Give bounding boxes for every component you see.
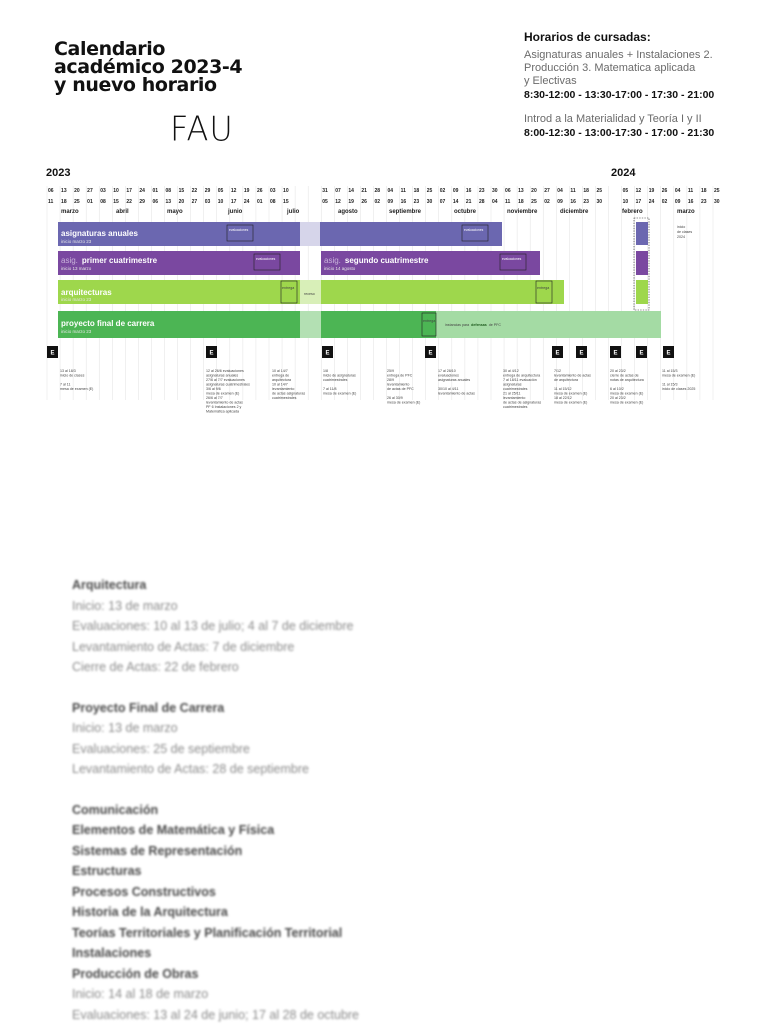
week-label: 23 — [413, 199, 420, 205]
week-label: 03 — [204, 199, 211, 205]
side-note — [677, 225, 692, 239]
month-label: abril — [116, 209, 129, 215]
hours-group2-time: 8:00-12:30 - 13:00-17:30 - 17:00 - 21:30 — [524, 127, 715, 139]
calendar-note-line: 11 al 15/3 — [662, 369, 678, 373]
calendar-note-line: 26/6 al 7/7 — [206, 396, 223, 400]
calendar-note-line: 12 al 26/6 evaluaciones — [206, 369, 244, 373]
week-label: 22 — [191, 188, 198, 194]
info-line: Levantamiento de Actas: 7 de diciembre — [72, 639, 295, 654]
week-label: 05 — [322, 199, 328, 205]
week-label: 25 — [531, 199, 537, 205]
calendar-note-line: 7 al 11/8 — [323, 387, 337, 391]
calendar-note-line: mesa de examen (E) — [554, 391, 588, 396]
calendar-note-line: 28/9 — [387, 378, 394, 382]
bar-tail-c: de PFC — [488, 323, 501, 327]
bar-label-prefix: asig. — [324, 256, 341, 265]
week-label: 04 — [387, 188, 394, 194]
info-block — [72, 800, 632, 1024]
year-start-label: 2023 — [46, 167, 71, 179]
info-heading: Elementos de Matemática y Física — [72, 823, 275, 837]
month-label: mayo — [167, 209, 183, 215]
week-label: 26 — [256, 188, 263, 194]
calendar-note-line: 26 al 30/9 — [387, 396, 403, 400]
week-label: 30 — [492, 188, 498, 194]
week-label: 02 — [661, 199, 668, 205]
calendar-note-line: 7 al 11 — [60, 382, 71, 387]
academic-calendar-timeline — [0, 0, 768, 440]
week-label: 24 — [139, 188, 145, 194]
bar-mark: entrega — [282, 286, 295, 290]
month-label: julio — [287, 209, 300, 215]
week-label: 21 — [465, 199, 472, 205]
calendar-note-line: mesa de examen (E) — [387, 400, 421, 405]
calendar-note-line: levantamiento de actas — [206, 400, 243, 405]
hours-group1-line: Asignaturas anuales + Instalaciones 2. — [524, 49, 713, 61]
week-label: 14 — [348, 188, 354, 194]
week-label: 02 — [439, 188, 446, 194]
calendar-note-line: 7 al 18/11 evaluación — [503, 378, 537, 382]
week-label: 11 — [505, 199, 511, 205]
month-label: marzo — [677, 209, 695, 215]
week-label: 18 — [518, 199, 524, 205]
calendar-note-line: 10 al 14/7 — [272, 382, 288, 387]
calendar-note-line: entrega de — [272, 373, 290, 378]
bar-mark: evaluaciones — [229, 228, 249, 232]
calendar-note-line: 13 al 18/3 — [60, 369, 76, 373]
week-label: 23 — [700, 199, 707, 205]
calendar-note-line: asignaturas — [503, 382, 522, 387]
week-label: 11 — [48, 199, 54, 205]
week-label: 03 — [100, 188, 106, 194]
week-label: 05 — [217, 188, 224, 194]
week-label: 19 — [648, 188, 655, 194]
week-label: 20 — [531, 188, 537, 194]
hours-group1-line: Producción 3. Matematica aplicada — [524, 62, 696, 74]
week-label: 17 — [126, 188, 132, 194]
week-label: 10 — [283, 188, 289, 194]
calendar-note-line: 1/8 — [323, 369, 328, 373]
hours-heading: Horarios de cursadas: — [524, 30, 651, 44]
info-line: Inicio: 13 de marzo — [72, 598, 178, 613]
calendar-note-line: de actas de asignaturas — [503, 400, 542, 405]
week-label: 18 — [61, 199, 67, 205]
calendar-note-line: 21 al 25/11 — [503, 391, 521, 396]
calendar-note-line: notas de arquitectura — [610, 378, 644, 382]
svg-text:E: E — [613, 350, 618, 357]
week-label: 31 — [322, 188, 328, 194]
week-label: 08 — [165, 188, 172, 194]
bar-cuatrimestres — [58, 251, 540, 275]
week-label: 12 — [635, 188, 642, 194]
week-label: 30 — [596, 199, 603, 205]
week-label: 07 — [335, 188, 341, 194]
calendar-note-line: mesa de examen (E) — [610, 400, 644, 405]
week-label: 01 — [87, 199, 93, 205]
week-label: 28 — [478, 199, 485, 205]
week-label: 17 — [230, 199, 237, 205]
month-label: diciembre — [560, 209, 589, 215]
week-label: 25 — [596, 188, 603, 194]
calendar-note-line: asignaturas anuales — [206, 373, 239, 378]
svg-text:E: E — [428, 350, 433, 357]
february-blocks — [634, 218, 649, 310]
bar-mark: entrega — [423, 319, 436, 323]
bar-mark: evaluaciones — [256, 257, 276, 261]
bar-sub: inicio marzo 23 — [61, 297, 92, 302]
title-line: académico 2023-4 — [54, 56, 243, 78]
calendar-note-line: 3/6 al 9/6 — [206, 387, 221, 391]
calendar-note-line: mesa de examen (E) — [554, 400, 588, 405]
week-label: 13 — [61, 188, 67, 194]
calendar-note-line: mesa de examen (E) — [323, 391, 357, 396]
calendar-note-line: 11 al 15/12 — [554, 387, 572, 391]
bar-sub: inicio 13 marzo — [61, 266, 92, 271]
calendar-note-line: 7/12 — [554, 369, 561, 373]
calendar-note-line: arquitectura — [272, 378, 291, 382]
month-label: octubre — [454, 209, 477, 215]
info-heading: Comunicación — [72, 802, 159, 817]
week-label: 04 — [557, 188, 563, 194]
bar-sub: inicio marzo 23 — [61, 239, 92, 244]
week-label: 08 — [100, 199, 106, 205]
week-label: 15 — [178, 188, 185, 194]
info-heading: Estructuras — [72, 864, 142, 878]
hours-group2-line: Introd a la Materialidad y Teoría I y II — [524, 113, 702, 125]
bar-asignaturas-anuales — [58, 222, 502, 246]
bar-mid: receso — [304, 292, 315, 296]
calendar-note-line: cuatrimestrales — [323, 378, 348, 382]
exam-marker — [552, 346, 563, 358]
calendar-note-line: mesa de examen (E) — [610, 391, 644, 396]
week-label: 05 — [622, 188, 629, 194]
info-line: Levantamiento de Actas: 28 de septiembre — [72, 762, 309, 776]
info-line: Evaluaciones: 25 de septiembre — [72, 741, 250, 756]
calendar-note-line: de actas asignaturas — [272, 391, 306, 396]
month-label: febrero — [622, 209, 643, 215]
week-label: 28 — [374, 188, 381, 194]
calendar-note-line: evaluaciones — [438, 373, 459, 378]
title-line: Calendario — [54, 38, 166, 60]
week-label: 13 — [518, 188, 524, 194]
month-label: septiembre — [389, 209, 422, 215]
week-label: 18 — [700, 188, 707, 194]
calendar-note-line: levantamiento de actas — [554, 373, 591, 378]
week-label: 09 — [674, 199, 681, 205]
week-label: 20 — [178, 199, 185, 205]
info-line: Inicio: 14 al 18 de marzo — [72, 987, 209, 1001]
month-label: noviembre — [507, 209, 538, 215]
week-label: 18 — [583, 188, 589, 194]
calendar-note-line: asignaturas anuales — [438, 378, 471, 382]
calendar-note-line: levantamiento — [387, 382, 410, 387]
year-end-label: 2024 — [611, 167, 636, 179]
svg-text:E: E — [50, 350, 55, 357]
week-label: 14 — [452, 199, 459, 205]
week-label: 06 — [48, 188, 54, 194]
month-label: junio — [228, 209, 243, 215]
bar-mark: evaluaciones — [502, 257, 522, 261]
bar-proyecto-final — [58, 311, 661, 338]
calendar-note-line: levantamiento — [272, 387, 295, 391]
week-label: 07 — [439, 199, 446, 205]
week-label: 09 — [387, 199, 394, 205]
bar-arquitecturas — [58, 280, 564, 304]
week-label: 06 — [505, 188, 511, 194]
week-label: 25 — [74, 199, 80, 205]
week-label: 09 — [557, 199, 563, 205]
week-label: 30 — [714, 199, 720, 205]
calendar-note-line: levantamiento — [503, 396, 526, 400]
calendar-notes — [60, 369, 695, 414]
week-label: 18 — [413, 188, 420, 194]
calendar-note-line: inicio de clases — [60, 373, 85, 378]
calendar-note-line: 20 al 23/2 — [610, 369, 626, 373]
calendar-note-line: entrega de PFC — [387, 373, 413, 378]
calendar-note-line: 25/9 — [387, 369, 394, 373]
calendar-note-line: 10 al 14/7 — [272, 369, 288, 373]
calendar-note-line: Matemática aplicada — [206, 409, 239, 414]
week-label: 13 — [165, 199, 172, 205]
svg-text:E: E — [325, 350, 330, 357]
bar-label — [61, 256, 158, 265]
calendar-note-line: 30/10 al 4/11 — [438, 387, 459, 391]
week-label: 09 — [452, 188, 459, 194]
info-heading: Producción de Obras — [72, 966, 199, 981]
calendar-note-line: PF 6 Instalaciones 2 y — [206, 405, 242, 409]
info-block — [72, 698, 632, 780]
week-label: 26 — [661, 188, 668, 194]
exam-marker — [576, 346, 587, 358]
calendar-note-line: asignaturas cuatrimestrales — [206, 382, 250, 387]
calendar-note-line: cuatrimestrales — [272, 396, 297, 400]
week-label: 12 — [230, 188, 237, 194]
week-label: 11 — [400, 188, 406, 194]
info-heading: Historia de la Arquitectura — [72, 905, 228, 919]
calendar-note-line: cierre de actas de — [610, 373, 639, 378]
info-line: Inicio: 13 de marzo — [72, 721, 178, 735]
info-line: Evaluaciones: 10 al 13 de julio; 4 al 7 de diciembre — [72, 619, 354, 633]
week-label: 01 — [152, 188, 159, 194]
svg-text:E: E — [555, 350, 560, 357]
week-label: 06 — [152, 199, 159, 205]
calendar-note-line: de arquitectura — [554, 378, 578, 382]
week-label: 25 — [426, 188, 433, 194]
svg-text:E: E — [639, 350, 644, 357]
week-label: 22 — [126, 199, 132, 205]
svg-text:E: E — [209, 350, 214, 357]
svg-text:E: E — [579, 350, 584, 357]
week-label: 29 — [139, 199, 145, 205]
calendar-note-line: inicio de clases 2025 — [662, 387, 696, 391]
week-label: 02 — [544, 199, 550, 205]
week-label: 08 — [270, 199, 276, 205]
info-line: Evaluaciones: 13 al 24 de junio; 17 al 28 de octubre — [72, 1007, 360, 1022]
week-label: 30 — [426, 199, 433, 205]
week-label: 29 — [204, 188, 211, 194]
info-heading: Sistemas de Representación — [72, 843, 243, 858]
week-label: 27 — [544, 188, 550, 194]
exam-marker — [425, 346, 436, 358]
week-label: 21 — [361, 188, 367, 194]
week-label: 15 — [283, 199, 289, 205]
bar-sub: inicio 14 agosto — [324, 266, 356, 271]
week-label: 17 — [635, 199, 642, 205]
week-label: 26 — [361, 199, 367, 205]
exam-marker — [206, 346, 217, 358]
week-label: 10 — [217, 199, 224, 205]
svg-text:E: E — [666, 350, 671, 357]
info-heading: Proyecto Final de Carrera — [72, 700, 225, 715]
week-label: 02 — [374, 199, 381, 205]
week-label: 16 — [570, 199, 576, 205]
week-label: 11 — [570, 188, 576, 194]
month-label: agosto — [338, 209, 358, 215]
calendar-note-line: inicio de asignaturas — [323, 373, 356, 378]
week-label: 04 — [674, 188, 681, 194]
calendar-note-line: 30 al 4/12 — [503, 369, 519, 373]
month-label: marzo — [61, 209, 79, 215]
bar-tail-b: defensas — [471, 323, 487, 327]
calendar-note-line: mesa de examen (E) — [60, 387, 94, 391]
week-label: 15 — [113, 199, 119, 205]
side-note-line: de clases — [677, 230, 693, 234]
calendar-note-line: 17 al 28/10 — [438, 369, 456, 373]
calendar-note-line: 18 al 22/12 — [554, 396, 572, 400]
week-label: 16 — [687, 199, 694, 205]
bar-tail — [445, 323, 501, 327]
week-label: 27 — [191, 199, 198, 205]
week-label: 04 — [492, 199, 498, 205]
week-label: 16 — [400, 199, 407, 205]
exam-marker — [322, 346, 333, 358]
calendar-note-line: mesa de examen (E) — [206, 391, 240, 396]
info-heading: Arquitectura — [72, 578, 147, 592]
calendar-note-line: cuatrimestrales — [503, 405, 528, 409]
exam-marker — [47, 346, 58, 358]
bar-label: proyecto final de carrera — [61, 319, 155, 328]
bar-label-main: segundo cuatrimestre — [344, 256, 429, 265]
exam-marker — [636, 346, 647, 358]
week-label: 23 — [583, 199, 589, 205]
bar-sub: inicio marzo 23 — [61, 329, 92, 334]
exam-marker — [610, 346, 621, 358]
calendar-note-line: entrega de arquitectura — [503, 373, 541, 378]
week-label: 24 — [243, 199, 250, 205]
calendar-note-line: de actas de PFC — [387, 387, 414, 391]
info-line: Cierre de Actas: 22 de febrero — [72, 660, 239, 674]
week-label: 19 — [243, 188, 250, 194]
calendar-note-line: 6 al 10/2 — [610, 387, 624, 391]
week-label: 19 — [348, 199, 354, 205]
info-heading: Procesos Constructivos — [72, 884, 216, 899]
bar-mark: entrega — [537, 286, 550, 290]
info-heading: Teorías Territoriales y Planificación Territorial — [72, 925, 343, 940]
info-heading: Instalaciones — [72, 946, 152, 960]
month-labels — [61, 209, 695, 215]
hours-group1-time: 8:30-12:00 - 13:30-17:00 - 17:30 - 21:00 — [524, 89, 715, 101]
calendar-note-line: 20 al 23/2 — [610, 396, 626, 400]
side-note-line: inicio — [677, 225, 686, 229]
info-block — [72, 575, 632, 678]
week-labels — [48, 188, 720, 205]
bar-label-prefix: asig. — [61, 256, 78, 265]
week-label: 11 — [687, 188, 694, 194]
subjects-info — [72, 575, 632, 1024]
calendar-note-line: mesa de examen (E) — [662, 373, 696, 378]
calendar-note-line: cuatrimestrales — [503, 387, 528, 391]
bar-label-main: primer cuatrimestre — [81, 256, 158, 265]
week-label: 10 — [113, 188, 119, 194]
bar-label-2 — [324, 256, 429, 265]
fau-logo: FAU — [170, 109, 234, 149]
week-label: 12 — [335, 199, 341, 205]
calendar-note-line: 27/6 al 7/7 evaluaciones — [206, 378, 245, 382]
week-label: 23 — [478, 188, 485, 194]
calendar-note-line: levantamiento de actas — [438, 391, 475, 396]
week-label: 01 — [256, 199, 263, 205]
side-note-line: 2024 — [677, 235, 685, 239]
week-label: 24 — [648, 199, 655, 205]
bar-mark: evaluaciones — [464, 228, 484, 232]
week-label: 03 — [270, 188, 276, 194]
week-label: 27 — [87, 188, 93, 194]
week-label: 25 — [714, 188, 720, 194]
week-label: 20 — [74, 188, 80, 194]
week-label: 16 — [465, 188, 472, 194]
bar-label: asignaturas anuales — [61, 229, 138, 238]
bar-tail-a: instancias para — [445, 323, 470, 327]
exam-marker — [663, 346, 674, 358]
week-label: 10 — [622, 199, 629, 205]
calendar-note-line: 11 al 15/3 — [662, 382, 678, 387]
bar-label: arquitecturas — [61, 288, 112, 297]
hours-group1-line: y Electivas — [524, 75, 577, 87]
title-line: y nuevo horario — [54, 74, 217, 96]
